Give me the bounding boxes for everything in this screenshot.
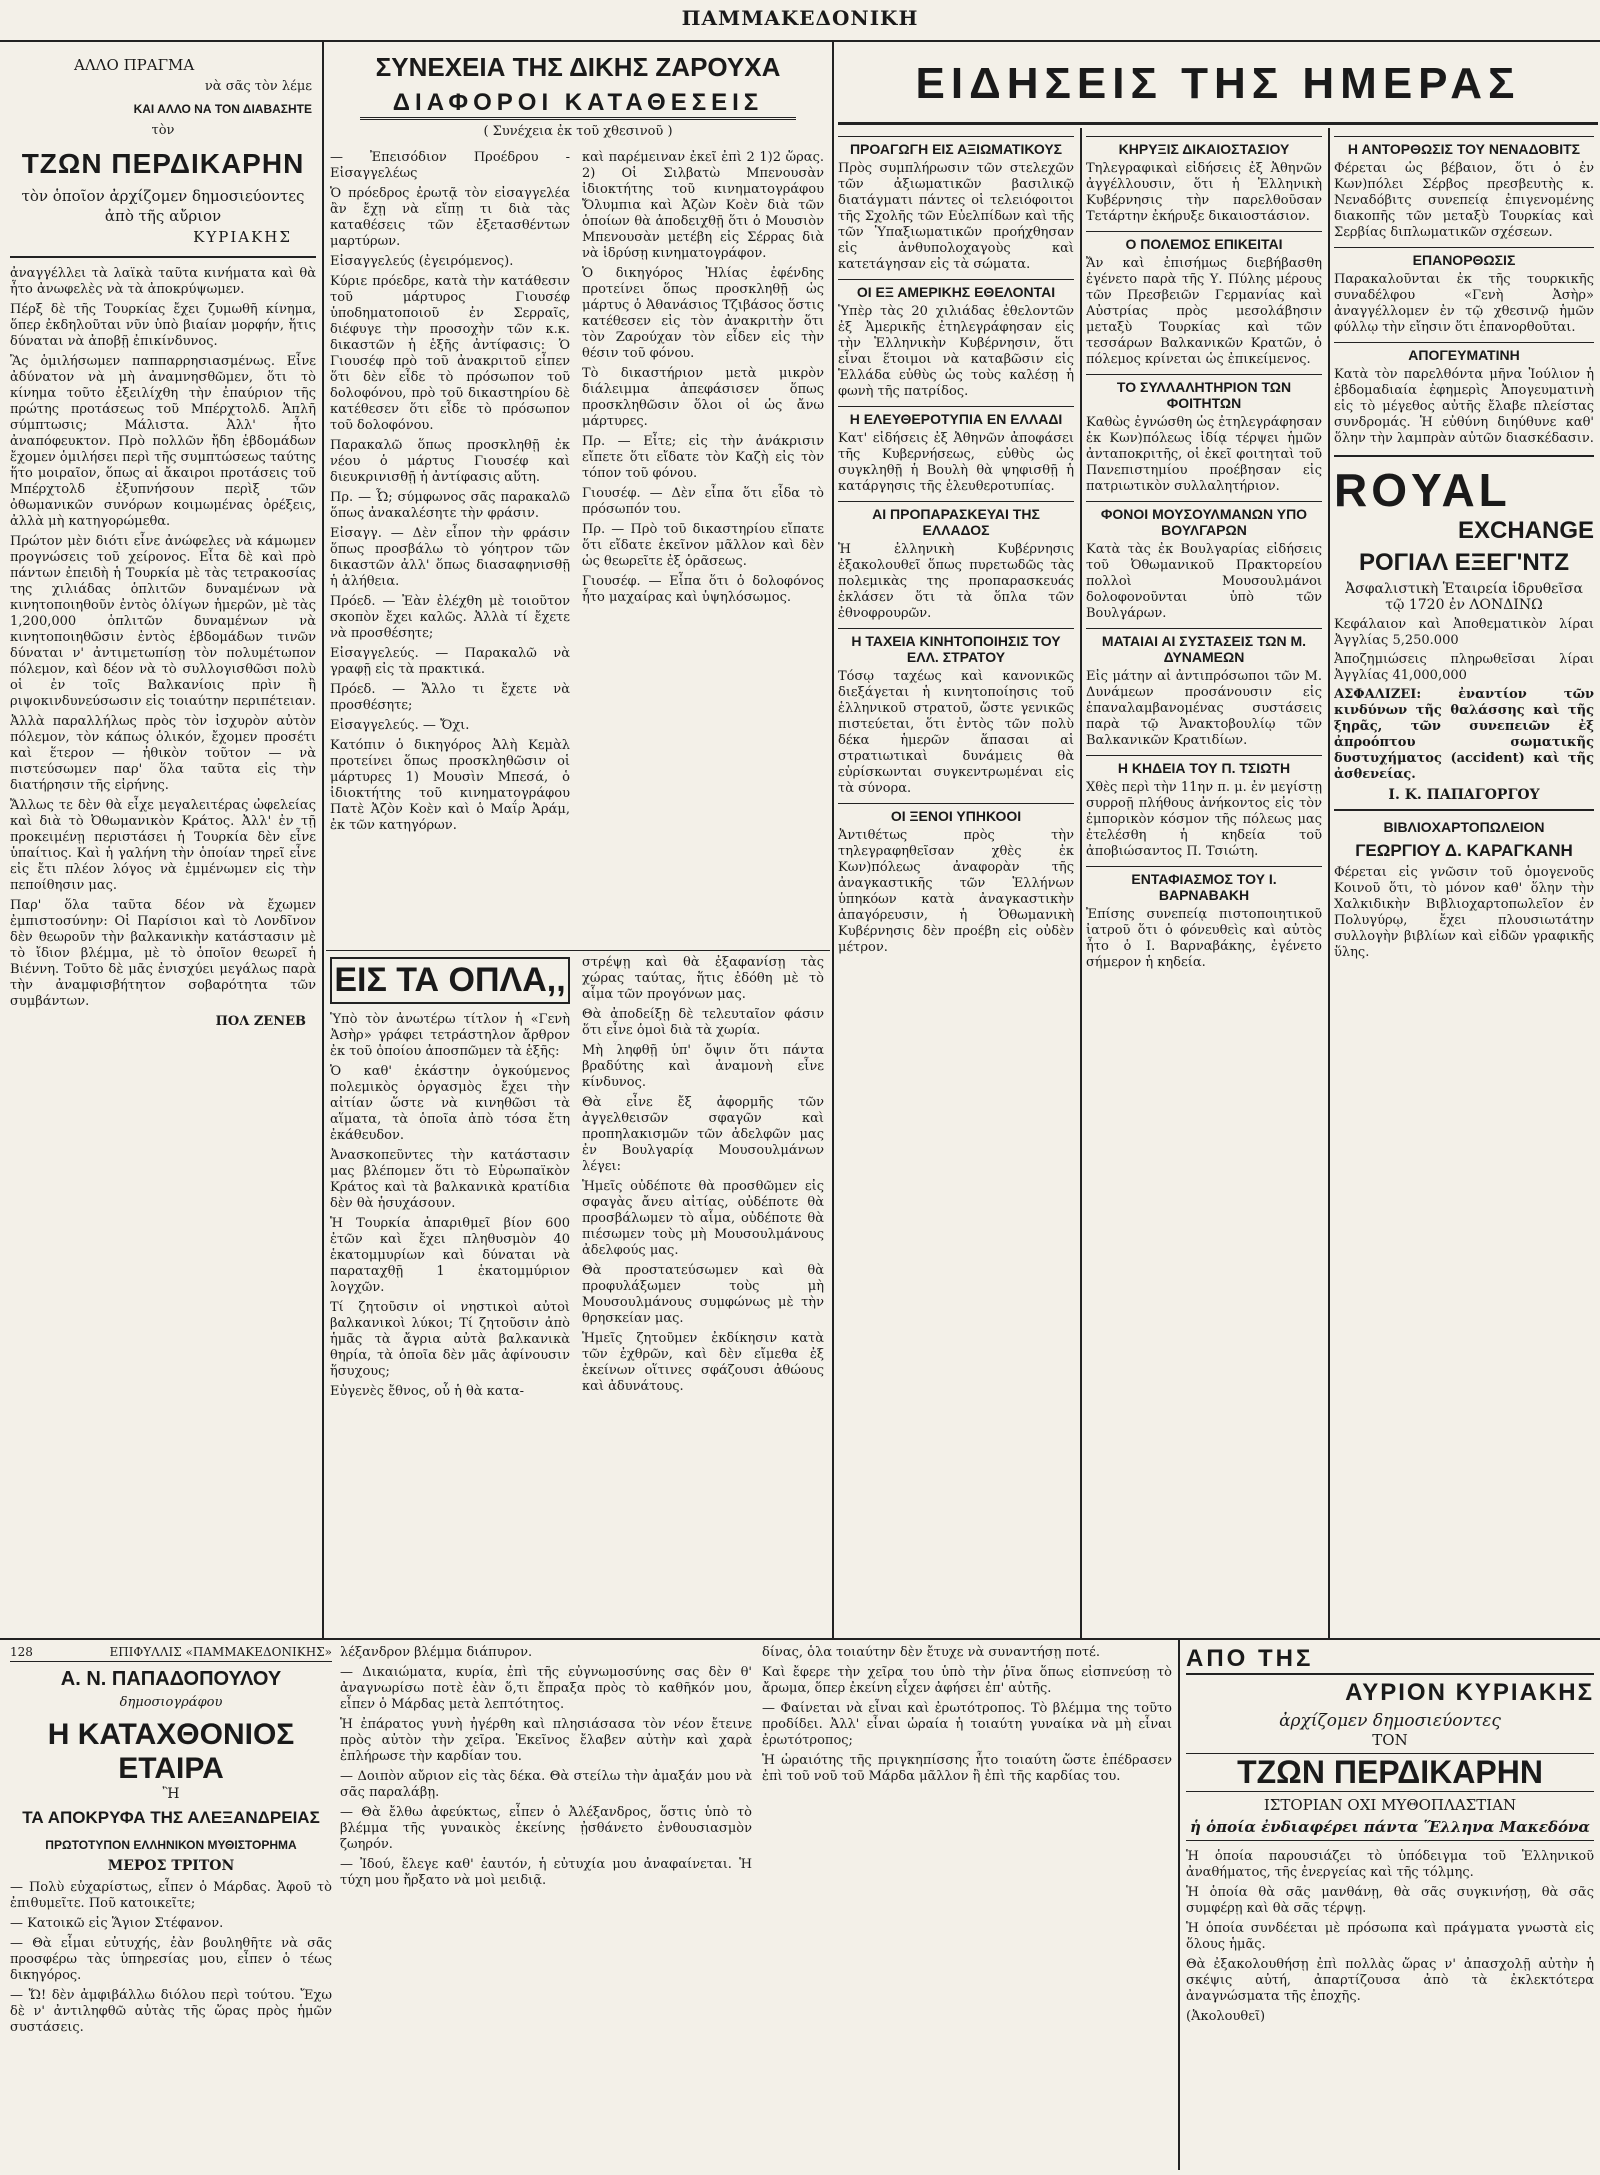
paragraph: Εἰσαγγελεύς. — Παρακαλῶ νὰ γραφῇ εἰς τὰ πρακτικά. xyxy=(330,646,570,677)
kyriaki-text xyxy=(1186,1849,1594,2025)
kyriaki-line: ΑΠΟ ΤΗΣ xyxy=(1186,1645,1594,1675)
news-body: Ἐπίσης συνεπείᾳ πιστοποιητικοῦ ἰατροῦ ὅτι ὁ φόνευθεὶς καὶ αὐτὸς ἦτο ὁ Ι. Βαρναβάκης, ἐγένετο σήμερον ἡ κηδεία. xyxy=(1086,907,1322,970)
kyriaki-line: ΑΥΡΙΟΝ ΚΥΡΙΑΚΗΣ xyxy=(1345,1679,1594,1706)
news-headline: ΠΡΟΑΓΩΓΗ ΕΙΣ ΑΞΙΩΜΑΤΙΚΟΥΣ xyxy=(838,136,1074,157)
paragraph: Ἡμεῖς οὐδέποτε θὰ προσθῶμεν εἰς σφαγὰς ἄνευ αἰτίας, οὐδέποτε θὰ προσβάλωμεν τὸ αἷμα, οὐδέποτε θὰ πιέσωμεν τοὺς μὴ Μουσουλμάνους ἀδελφούς μας. xyxy=(582,1179,824,1258)
ad-line: τὸν xyxy=(151,123,175,138)
zaroucha-subtitle: ΔΙΑΦΟΡΟΙ ΚΑΤΑΘΕΣΕΙΣ xyxy=(360,89,796,120)
paragraph: Πρ. — Ὦ; σύμφωνος σᾶς παρακαλῶ ὅπως ἀνακαλέσητε τὴν φράσιν. xyxy=(330,490,570,521)
bookshop-owner: ΓΕΩΡΓΙΟΥ Δ. ΚΑΡΑΓΚΑΝΗ xyxy=(1355,841,1573,860)
paragraph: Τί ζητοῦσιν οἱ νηστικοὶ αὐτοὶ βαλκανικοὶ λύκοι; Τί ζητοῦσιν ἀπὸ ἡμᾶς τὰ ἄγρια αὐτὰ βαλκανικὰ θηρία, τὰ ὁποῖα δὲν μᾶς ἀφίνουσιν ἥσυχους; xyxy=(330,1300,570,1379)
masthead xyxy=(0,0,1600,42)
paragraph: Κύριε πρόεδρε, κατὰ τὴν κατάθεσιν τοῦ μάρτυρος Γιουσέφ ὑποδηματοποιοῦ ἐν Σερραῖς, διέφυγε τὴν προσοχὴν τῶν κ.κ. δικαστῶν ἡ ἑξῆς ἀντίφασις: Ὁ Γιουσέφ πρὸ τοῦ ἀνακριτοῦ εἶπεν ὅτι δὲν εἶδε τὸ πρόσωπον τοῦ δολοφόνου, πρὸ τοῦ δικαστηρίου δὲ κατέθεσεν ὅτι εἶδε τὸ πρόσωπον τοῦ δολοφόνου. xyxy=(330,274,570,433)
news-body: Φέρεται ὡς βέβαιον, ὅτι ὁ ἐν Κων)πόλει Σέρβος πρεσβευτὴς κ. Νεναδόβιτς συνεπείᾳ ἐπιγενομένης διακοπῆς τῶν μεταξὺ Τουρκίας καὶ Σερβίας διπλωματικῶν σχέσεων. xyxy=(1334,161,1594,240)
serial-text-b xyxy=(340,1645,752,1889)
news-body: Ἀντιθέτως πρὸς τὴν τηλεγραφηθεῖσαν χθὲς ἐκ Κων)πόλεως ἀναφορὰν τῆς ἀναγκαστικῆς τῶν Ἑλλήνων ὑπηκόων κατὰ ἀναγκαστικὴν ἀπαγόρευσιν, ἡ Ὀθωμανικὴ Κυβέρνησις δὲν προέβη εἰς οὐδὲν μέτρον. xyxy=(838,828,1074,955)
paragraph: Ἡ ὁποία θὰ σᾶς μανθάνῃ, θὰ σᾶς συγκινήσῃ, θὰ σᾶς συμφέρῃ καὶ θὰ σᾶς τέρψῃ. xyxy=(1186,1885,1594,1916)
serial-number: 128 xyxy=(10,1645,33,1659)
paragraph: — Ἰδού, ἔλεγε καθ' ἑαυτόν, ἡ εὐτυχία μου ἀναφαίνεται. Ἡ τύχη μου ἤρξατο νὰ μοὶ μειδιᾷ. xyxy=(340,1857,752,1888)
paragraph: — Φαίνεται νὰ εἶναι καὶ ἐρωτότροπος. Τὸ βλέμμα της τοῦτο προδίδει. Ἀλλ' εἶναι ὡραία ἡ τοιαύτη γυναίκα νὰ μὴ εἶναι ἐρωτότροπος; xyxy=(762,1701,1172,1748)
paragraph: Ἡ ὡραιότης τῆς πριγκηπίσσης ἦτο τοιαύτη ὥστε ἐπέδρασεν ἐπὶ τοῦ νοῦ τοῦ Μάρδα μᾶλλον ἢ ἐπὶ τῆς καρδίας του. xyxy=(762,1753,1172,1784)
column-rule xyxy=(832,42,834,1638)
royal-subtitle: EXCHANGE xyxy=(1457,517,1594,544)
news-headline: Ο ΠΟΛΕΜΟΣ ΕΠΙΚΕΙΤΑΙ xyxy=(1086,231,1322,252)
news-headline: ΕΠΑΝΟΡΘΩΣΙΣ xyxy=(1334,247,1594,268)
news-headline: ΑΠΟΓΕΥΜΑΤΙΝΗ xyxy=(1334,342,1594,363)
serial-text-a xyxy=(10,1880,332,2036)
news-headline: Η ΕΛΕΥΘΕΡΟΤΥΠΙΑ ΕΝ ΕΛΛΑΔΙ xyxy=(838,406,1074,427)
news-body: Ὑπὲρ τὰς 20 χιλιάδας ἐθελοντῶν ἐξ Ἀμερικῆς ἐτηλεγράφησαν εἰς τὴν Ἑλληνικὴν Κυβέρνησιν, ὅτι εἶναι ἕτοιμοι νὰ καταβῶσιν εἰς Ἑλλάδα εὐθὺς ὡς τοὺς καλέσῃ ἡ φωνὴ τῆς πατρίδος. xyxy=(838,304,1074,399)
royal-text: Ἀποζημιώσεις πληρωθεῖσαι λίραι Ἀγγλίας 41,000,000 xyxy=(1334,652,1594,683)
paragraph: Ὁ δικηγόρος Ἠλίας ἐφένδης προτείνει ὅπως προσκληθῇ ὡς μάρτυς ὁ Ἀθανάσιος Τζιβάσος ὅστις κατέθεσεν εἰς τὸν ἀνακριτὴν ὅτι τὸν Ζαρούχαν τὸν εἶδεν εἰς τὴν θέσιν τοῦ φόνου. xyxy=(582,266,824,361)
signature: ΠΟΛ ΖΕΝΕΒ xyxy=(215,1014,306,1029)
paragraph: Γιουσέφ. — Εἶπα ὅτι ὁ δολοφόνος ἦτο μαχαίρας καὶ ὑψηλόσωμος. xyxy=(582,574,824,605)
bookshop-ad xyxy=(1334,819,1594,961)
paragraph: — Ὤ! δὲν ἀμφιβάλλω διόλου περὶ τούτου. Ἔχω δὲ ν' ἀντιληφθῶ αὐτὰς τῆς ὥρας πρὸς ἡμῶν συστάσεις. xyxy=(10,1988,332,2035)
news-headline: ΤΟ ΣΥΛΛΑΛΗΤΗΡΙΟΝ ΤΩΝ ΦΟΙΤΗΤΩΝ xyxy=(1086,374,1322,411)
paragraph: — Δοιπὸν αὔριον εἰς τὰς δέκα. Θὰ στείλω τὴν ἀμαξάν μου νὰ σᾶς παραλάβῃ. xyxy=(340,1769,752,1800)
news-body: Τηλεγραφικαὶ εἰδήσεις ἐξ Ἀθηνῶν ἀγγέλλουσιν, ὅτι ἡ Ἑλληνικὴ Κυβέρνησις τὴν παρελθοῦσαν Τετάρτην ἐκήρυξε δικαιοστάσιον. xyxy=(1086,161,1322,224)
news-headline: ΑΙ ΠΡΟΠΑΡΑΣΚΕΥΑΙ ΤΗΣ ΕΛΛΑΔΟΣ xyxy=(838,501,1074,538)
divider xyxy=(326,950,830,951)
zaroucha-title: ΣΥΝΕΧΕΙΑ ΤΗΣ ΔΙΚΗΣ ΖΑΡΟΥΧΑ xyxy=(375,52,781,82)
paragraph: Ὑπὸ τὸν ἀνωτέρω τίτλον ἡ «Γενὴ Ἀσὴρ» γράφει τετράστηλον ἄρθρον ἐκ τοῦ ὁποίου ἀποσπῶμεν τὰ ἑξῆς: xyxy=(330,1012,570,1059)
ad-line: τὸν ὁποῖον ἀρχίζομεν δημοσιεύοντες ἀπὸ τῆς αὔριον xyxy=(21,187,305,225)
paragraph: Ἂς ὁμιλήσωμεν παππαρρησιασμένως. Εἶνε ἀδύνατον νὰ μὴ ἀναμνησθῶμεν, ὅτι τὸ κίνημα τοῦτο ἐξειλίχθη τὴν ἐπαύριον τῆς πρώτης προτάσεως τοῦ Μπέρχτολδ. Ἁπλῆ σύμπτωσις; Μάλιστα. Ἀλλ' ἦτο ἀναπόφευκτον. Πρὸ πολλῶν ἤδη ἑβδομάδων ἔχομεν ὁμιλήσει περὶ τῆς συμπτώσεως ταύτης ἥτο μοιραῖον, ὅπως αἱ ἄκαιροι προτάσεις τοῦ Μπέρχτολδ ἐξυπνήσουν περὶξ τῶν ὀθωμανικῶν συνόρων κοιμωμένας ὀρέξεις, ἀλλὰ μὴ κατηγορώμεθα. xyxy=(10,354,316,529)
paragraph: Πρόεδ. — Ἐὰν ἐλέχθη μὲ τοιοῦτον σκοπὸν ἔχει καλῶς. Ἀλλὰ τί ἔχετε νὰ προσθέσητε; xyxy=(330,594,570,641)
paragraph: Εἰσαγγ. — Δὲν εἶπον τὴν φράσιν ὅπως προσβάλω τὸ γόητρον τῶν δικαστῶν ἀλλ' ὅπως διασαφηνισθῇ ἡ ἀλήθεια. xyxy=(330,526,570,589)
paragraph: — Ἐπεισόδιον Προέδρου - Εἰσαγγελέως xyxy=(330,150,570,181)
serial-author-role: δημοσιογράφου xyxy=(119,1695,223,1710)
column-4-text xyxy=(582,955,824,1395)
news-headline: ΕΝΤΑΦΙΑΣΜΟΣ ΤΟΥ Ι. ΒΑΡΝΑΒΑΚΗ xyxy=(1086,866,1322,903)
serial-column-2 xyxy=(340,1645,752,2170)
serial-label-row xyxy=(10,1645,332,1662)
paragraph: Ἡ Τουρκία ἀπαριθμεῖ βίον 600 ἐτῶν καὶ ἔχει πληθυσμὸν 40 ἑκατομμυρίων καὶ δύναται νὰ παραταχθῇ 1 ἑκατομμύριον λογχῶν. xyxy=(330,1216,570,1295)
royal-title: ROYAL xyxy=(1334,464,1511,516)
paragraph: καὶ παρέμειναν ἐκεῖ ἐπὶ 2 1)2 ὥρας. 2) Οἱ Σιλβατὼ Μπενουσὰν ἰδιοκτήτης τοῦ κινηματογράφου Ὄλυμπια καὶ Ἀζὼν Κοὲν διὰ τῶν ὁποίων θὰ ἀποδειχθῇ ὅτι ὁ Μουσιὸν Μπενουσὰν μετέβη εἰς Σέρρας διὰ νὰ ἱδρύσῃ κινηματογράφον. xyxy=(582,150,824,261)
section-rule xyxy=(0,1638,1600,1640)
paragraph: — Δικαιώματα, κυρία, ἐπὶ τῆς εὐγνωμοσύνης σας δὲν θ' ἀναγνωρίσω ποτὲ ἐὰν ὅ,τι ἔπραξα πρὸς τὸ καθῆκόν μου, εἶπεν ὁ Μάρδας μετὰ λεπτότητος. xyxy=(340,1665,752,1712)
news-body: Εἰς μάτην αἱ ἀντιπρόσωποι τῶν Μ. Δυνάμεων προσάνουσιν εἰς ἐπαναλαμβανομένας συστάσεις παρὰ τῷ Ἀνακτοβουλίῳ τῶν Βαλκανικῶν Κρατιδίων. xyxy=(1086,669,1322,748)
paragraph: (Ἀκολουθεῖ) xyxy=(1186,2009,1266,2024)
news-headline: Η ΤΑΧΕΙΑ ΚΙΝΗΤΟΠΟΙΗΣΙΣ ΤΟΥ ΕΛΛ. ΣΤΡΑΤΟΥ xyxy=(838,628,1074,665)
paragraph: Ἀνασκοπεῦντες τὴν κατάστασιν μας βλέπομεν ὅτι τὸ Εὐρωπαϊκὸν Κράτος καὶ τὰ βαλκανικὰ κρατίδια δὲν θὰ ἡσυχάσουν. xyxy=(330,1148,570,1211)
kyriaki-ad xyxy=(1186,1645,1594,2170)
news-items xyxy=(1086,136,1322,971)
news-headline: ΟΙ ΕΞ ΑΜΕΡΙΚΗΣ ΕΘΕΛΟΝΤΑΙ xyxy=(838,279,1074,300)
news-headline: Η ΑΝΤΟΡΘΩΣΙΣ ΤΟΥ ΝΕΝΑΔΟΒΙΤΣ xyxy=(1334,136,1594,157)
serial-conj: Ἢ xyxy=(162,1786,180,1802)
paragraph: Θὰ ἐξακολουθήσῃ ἐπὶ πολλὰς ὥρας ν' ἀπασχολῇ αὐτὴν ἡ σκέψις αὐτή, ἀπαρτίζουσα ἀπὸ τὰ ἐκλεκτότερα ἀναγνώσματα τῆς ἐποχῆς. xyxy=(1186,1957,1594,2004)
paragraph: Πρόεδ. — Ἄλλο τι ἔχετε νὰ προσθέσητε; xyxy=(330,682,570,713)
news-headline: Η ΚΗΔΕΙΑ ΤΟΥ Π. ΤΣΙΩΤΗ xyxy=(1086,755,1322,776)
column-rule xyxy=(1178,1640,1180,2170)
paragraph: Πρ. — Πρὸ τοῦ δικαστηρίου εἴπατε ὅτι εἴδατε ἐκεῖνον μᾶλλον καὶ δὲν ὡς θεωρεῖτε ἐξ ὁρᾶσεως. xyxy=(582,522,824,569)
royal-text: Κεφάλαιον καὶ Ἀποθεματικὸν λίραι Ἀγγλίας 5,250.000 xyxy=(1334,617,1594,648)
kyriaki-line: ΙΣΤΟΡΙΑΝ ΟΧΙ ΜΥΘΟΠΛΑΣΤΙΑΝ xyxy=(1263,1796,1517,1814)
royal-greek-title: ΡΟΓΙΑΛ ΕΞΕΓ'ΝΤΖ xyxy=(1358,549,1570,576)
column-rule xyxy=(1080,128,1082,1638)
ad-line: ΚΥΡΙΑΚΗΣ xyxy=(193,228,292,246)
paragraph: Γιουσέφ. — Δὲν εἶπα ὅτι εἶδα τὸ πρόσωπόν του. xyxy=(582,486,824,517)
masthead-title: ΠΑΜΜΑΚΕΔΟΝΙΚΗ xyxy=(681,6,919,30)
paragraph: Θὰ εἶνε ἔξ ἀφορμῆς τῶν ἀγγελθεισῶν σφαγῶν καὶ προπηλακισμῶν τῶν ἀδελφῶν μας ἐν Βουλγαρίᾳ Μουσουλμάνων λέγει: xyxy=(582,1095,824,1174)
news-body: Παρακαλοῦνται ἐκ τῆς τουρκικῆς συναδέλφου «Γενὴ Ἀσὴρ» ἀναγγέλλομεν ἐν τῷ χθεσινῷ ἡμῶν φύλλῳ τὴν εἴησιν ὅτι ἐπανορθοῦται. xyxy=(1334,272,1594,335)
paragraph: Εὐγενὲς ἔθνος, οὗ ἡ θὰ κατα- xyxy=(330,1384,525,1399)
kyriaki-line: ΤΟΝ xyxy=(1372,1731,1408,1749)
news-headline: ΦΟΝΟΙ ΜΟΥΣΟΥΛΜΑΝΩΝ ΥΠΟ ΒΟΥΛΓΑΡΩΝ xyxy=(1086,501,1322,538)
serial-title: Η ΚΑΤΑΧΘΟΝΙΟΣ ΕΤΑΙΡΑ xyxy=(47,1718,295,1785)
paragraph: — Κατοικῶ εἰς Ἅγιον Στέφανον. xyxy=(10,1916,224,1931)
paragraph: στρέψῃ καὶ θὰ ἐξαφανίσῃ τὰς χώρας ταύτας, ἥτις ἐδόθη μὲ τὸ αἷμα τῶν προγόνων μας. xyxy=(582,955,824,1002)
perdikaris-ad xyxy=(10,48,316,258)
paragraph: δίνας, ὁλα τοιαύτην δὲν ἔτυχε νὰ συναντήσῃ ποτέ. xyxy=(762,1645,1100,1660)
paragraph: Ἄλλως τε δὲν θὰ εἶχε μεγαλειτέρας ὠφελείας καὶ διὰ τὸ Ὀθωμανικὸν Κράτος. Ἀλλ' ἐν τῇ προκειμένῃ περιστάσει ἡ Τουρκία δὲν εἶνε ὑπαίτιος. Καὶ ἡ γαλήνη τὴν ὁποίαν τηρεῖ εἶνε εἰς ἔτι πλέον λόγος νὰ ἐμμένωμεν εἰς τὴν πεποίθησιν μας. xyxy=(10,798,316,893)
bookshop-title: ΒΙΒΛΙΟΧΑΡΤΟΠΩΛΕΙΟΝ xyxy=(1383,819,1545,835)
news-body: Ἡ ἑλληνικὴ Κυβέρνησις ἐξακολουθεῖ ὅπως πυρετωδῶς τὰς πολεμικὰς της προπαρασκευάς ἐκλάσεν ὅτι τὰ ὅπλα τῶν ἐθνοφρουρῶν. xyxy=(838,542,1074,621)
news-body: Κατ' εἰδήσεις ἐξ Ἀθηνῶν ἀποφάσει τῆς Κυβερνήσεως, εὐθὺς ὡς συγκληθῇ ἡ Βουλὴ θὰ ψηφισθῇ ἡ κατάργησις τῆς ἐλευθεροτυπίας. xyxy=(838,431,1074,494)
paragraph: ἀναγγέλλει τὰ λαϊκὰ ταῦτα κινήματα καὶ θὰ ἦτο ἀνωφελὲς νὰ τὰ ἀποκρύψωμεν. xyxy=(10,266,316,297)
serial-author: Α. Ν. ΠΑΠΑΔΟΠΟΥΛΟΥ xyxy=(60,1668,282,1690)
column-2 xyxy=(330,150,570,945)
opla-text xyxy=(330,1012,570,1400)
news-body: Πρὸς συμπλήρωσιν τῶν στελεχῶν τῶν ἀξιωματικῶν βασιλικῷ διατάγματι πάντες οἱ τελειόφοιτοι τῆς Σχολῆς τῶν Εὐελπίδων καὶ τῆς τῶν Ὑπαξιωματικῶν προήχθησαν εἰς ἀνθυπολοχαγοὺς καὶ κατετάγησαν εἰς τὰ σώματα. xyxy=(838,161,1074,272)
paragraph: — Θὰ εἶμαι εὐτυχής, ἐὰν βουληθῆτε νὰ σᾶς προσφέρω τὰς ὑπηρεσίας μου, εἶπεν ὁ τέως δικηγόρος. xyxy=(10,1936,332,1983)
ad-name: ΤΖΩΝ ΠΕΡΔΙΚΑΡΗΝ xyxy=(21,148,305,179)
zaroucha-note: ( Συνέχεια ἐκ τοῦ χθεσινοῦ ) xyxy=(483,124,673,139)
serial-column-3 xyxy=(762,1645,1172,2170)
paragraph: Πέρξ δὲ τῆς Τουρκίας ἔχει ζυμωθῆ κίνημα, ὅπερ ἐκδηλοῦται νῦν ὑπὸ βιαίαν μορφήν, ἥτις δύναται νὰ ἀποβῇ ἐπικίνδυνος. xyxy=(10,302,316,349)
royal-exchange-ad xyxy=(1334,455,1594,811)
paragraph: Ὁ πρόεδρος ἐρωτᾷ τὸν εἰσαγγελέα ἂν ἔχῃ νὰ εἴπῃ τι διὰ τὰς καταθέσεις τῶν ἐξετασθέντων μαρτύρων. xyxy=(330,186,570,249)
serial-label: ΕΠΙΦΥΛΛΙΣ «ΠΑΜΜΑΚΕΔΟΝΙΚΗΣ» xyxy=(109,1645,332,1659)
serial-text-c xyxy=(762,1645,1172,1785)
news-items xyxy=(838,136,1074,956)
paragraph: Ὁ καθ' ἑκάστην ὀγκούμενος πολεμικὸς ὀργασμὸς ἔχει τὴν αἰτίαν ὥστε νὰ κινηθῶσι τὰ αἵματα, τὰ ὁποῖα ἀπὸ τόσα ἔτη ἐκάθευδον. xyxy=(330,1064,570,1143)
news-column-c xyxy=(1334,130,1594,1635)
paragraph: Ἡμεῖς ζητοῦμεν ἐκδίκησιν κατὰ τῶν ἐχθρῶν, καὶ δὲν εἴμεθα ἐξ ἐκείνων οἵτινες σφάζουσι ἀθώους καὶ ἀδυνάτους. xyxy=(582,1331,824,1394)
ad-line: νὰ σᾶς τὸν λέμε xyxy=(204,79,312,94)
ad-line: ΑΛΛΟ ΠΡΑΓΜΑ xyxy=(74,56,195,74)
column-4 xyxy=(582,955,824,1635)
ad-line: ΚΑΙ ΑΛΛΟ ΝΑ ΤΟΝ ΔΙΑΒΑΣΗΤΕ xyxy=(133,102,312,116)
column-1-text xyxy=(10,266,316,1010)
column-rule xyxy=(1328,128,1330,1638)
paragraph: Εἰσαγγελεύς. — Ὄχι. xyxy=(330,718,470,733)
royal-text: Ἀσφαλιστικὴ Ἑταιρεία ἱδρυθεῖσα τῷ 1720 ἐν ΛΟΝΔΙΝΩ xyxy=(1345,581,1583,613)
zaroucha-header xyxy=(330,48,826,148)
kyriaki-line: ἀρχίζομεν δημοσιεύοντες xyxy=(1279,1711,1501,1731)
news-body: Ἄν καὶ ἐπισήμως διεβήβασθη ἐγένετο παρὰ τῆς Υ. Πύλης μέρους τῶν Πρεσβειῶν Γερμανίας καὶ Αὐστρίας πρὸς μεσολάβησιν μεταξὺ Τουρκίας καὶ τῶν τεσσάρων Βαλκανικῶν Κρατῶν, ὁ πόλεμος κρίνεται ὡς ἐπικείμενος. xyxy=(1086,256,1322,367)
paragraph: Παρακαλῶ ὅπως προσκληθῇ ἐκ νέου ὁ μάρτυς Γιουσέφ καὶ διευκρινισθῇ ἡ ἀντίφασις αὕτη. xyxy=(330,438,570,485)
paragraph: Καὶ ἔφερε τὴν χεῖρα του ὑπὸ τὴν ῥῖνα ὅπως εἰσπνεύσῃ τὸ ἄρωμα, ὅπερ ἐκείνη εἶχεν ἀφήσει ἐπ' αὐτῆς. xyxy=(762,1665,1172,1696)
column-3-text xyxy=(582,150,824,606)
news-banner: ΕΙΔΗΣΕΙΣ ΤΗΣ ΗΜΕΡΑΣ xyxy=(838,46,1598,125)
paragraph: Μὴ ληφθῇ ὑπ' ὄψιν ὅτι πάντα βραδύτης καὶ ἀναμονὴ εἶνε κίνδυνος. xyxy=(582,1043,824,1090)
paragraph: Παρ' ὅλα ταῦτα δέον νὰ ἔχωμεν ἐμπιστοσύνην: Οἱ Παρίσιοι καὶ τὸ Λονδῖνον δὲν θεωροῦν τὴν βαλκανικὴν κατάστασιν μὲ τὸ ἴδιον βλέμμα, μὲ τὸ ὁποῖον θεωρεῖ ἡ Βιέννη. Τοῦτο δὲ μᾶς ἐνισχύει μεγάλως παρὰ τὴν ἀναμφισβήτητον σοβαρότητα τῶν συμβάντων. xyxy=(10,898,316,1009)
news-items xyxy=(1334,136,1594,447)
kyriaki-line: ἡ ὁποία ἐνδιαφέρει πάντα Ἕλληνα Μακεδόνα xyxy=(1186,1818,1594,1841)
column-rule xyxy=(322,42,324,1638)
paragraph: — Θὰ ἔλθω ἀφεύκτως, εἶπεν ὁ Ἀλέξανδρος, ὅστις ὑπὸ τὸ βλέμμα τῆς γυναικὸς ἐκείνης ᾐσθάνετο ἐνθουσιασμὸν ζωηρόν. xyxy=(340,1805,752,1852)
paragraph: Ἡ ὁποία παρουσιάζει τὸ ὑπόδειγμα τοῦ Ἑλληνικοῦ ἀναθήματος, τῆς ἐνεργείας καὶ τῆς τόλμης. xyxy=(1186,1849,1594,1880)
paragraph: Ἀλλὰ παραλλήλως πρὸς τὸν ἰσχυρὸν αὐτὸν πόλεμον, τὸν κάπως ὁλικόν, ἔχομεν προσέτι καὶ ἕτερον — ἠθικὸν τοῦτον — νὰ πιστεύσωμεν παρ' ὅλα ταῦτα εἰς τὴν διατήρησιν τῆς εἰρήνης. xyxy=(10,714,316,793)
news-headline: ΜΑΤΑΙΑΙ ΑΙ ΣΥΣΤΑΣΕΙΣ ΤΩΝ Μ. ΔΥΝΑΜΕΩΝ xyxy=(1086,628,1322,665)
paragraph: Ἡ ἐπάρατος γυνὴ ἠγέρθη καὶ πλησιάσασα τὸν νέον ἔτεινε πρὸς αὐτὸν τὴν χεῖρα. Ἐκεῖνος ἔλαβεν αὐτὴν καὶ χαρὰ ἐπλήρωσε τὴν καρδίαν του. xyxy=(340,1717,752,1764)
paragraph: λέξανδρον βλέμμα διάπυρον. xyxy=(340,1645,533,1660)
paragraph: Πρώτον μὲν διότι εἶνε ἀνώφελες νὰ κάμωμεν προγνώσεις τοῦ χείρονος. Εἶτα δὲ καὶ πρὸ πάντων ἐπειδὴ ἡ Τουρκία μὲ τὰς τετρακοσίας της χιλιάδας ὁπλιτῶν δυναμένων νὰ κινητοποιηθοῦν ἐντὸς ὀλίγων ἡμερῶν, μὲ τὰς 1,200,000 ὁπλιτῶν δυναμένων νὰ κινητοποιηθῶσιν ἐντὸς ἑβδομάδων τινῶν δύναται ν' ἀντιμετωπίσῃ τὸν πολυμέτωπον πόλεμον, καὶ δέον νὰ τὸ συλλογισθῶσι πολὺ οἱ ἐν τοῖς Βαλκανίοις πρὶν ἢ ριψοκινδυνεύσωσιν εἰς τοιαύτην περιπέτειαν. xyxy=(10,534,316,709)
paragraph: — Πολὺ εὐχαρίστως, εἶπεν ὁ Μάρδας. Ἀφοῦ τὸ ἐπιθυμεῖτε. Ποῦ κατοικεῖτε; xyxy=(10,1880,332,1911)
column-1 xyxy=(10,48,316,1636)
column-3 xyxy=(582,150,824,945)
paragraph: Ἡ ὁποία συνδέεται μὲ πρόσωπα καὶ πράγματα γνωστὰ εἰς ὅλους ἡμᾶς. xyxy=(1186,1921,1594,1952)
bookshop-text: Φέρεται εἰς γνῶσιν τοῦ ὁμογενοῦς Κοινοῦ ὅτι, τὸ μόνον καθ' ὅλην τὴν Χαλκιδικὴν Βιβλιοχαρτοπωλεῖον ἐν Πολυγύρῳ, ἔχει πλουσιωτάτην συλλογὴν βιβλίων καὶ εἰδῶν γραφικῆς ὕλης. xyxy=(1334,865,1594,960)
serial-tag: ΠΡΩΤΟΤΥΠΟΝ ΕΛΛΗΝΙΚΟΝ ΜΥΘΙΣΤΟΡΗΜΑ xyxy=(45,1838,297,1852)
paragraph: Θὰ ἀποδείξῃ δὲ τελευταῖον φάσιν ὅτι εἶνε ὁμοὶ διὰ τὰ χωρία. xyxy=(582,1007,824,1038)
royal-text: ΑΣΦΑΛΙΖΕΙ: ἐναντίον τῶν κινδύνων τῆς θαλάσσης καὶ τῆς ξηρᾶς, τῶν συνεπειῶν ἐξ ἀπροόπτου σωματικῆς δυστυχήματος (accident) καὶ τῆς ἀσθενείας. xyxy=(1334,687,1594,782)
news-headline: ΟΙ ΞΕΝΟΙ ΥΠΗΚΟΟΙ xyxy=(838,803,1074,824)
opla-title: ΕΙΣ ΤΑ ΟΠΛΑ,, xyxy=(330,957,570,1004)
paragraph: Κατόπιν ὁ δικηγόρος Ἀλὴ Κεμὰλ προτείνει ὅπως προσκληθῶσιν οἱ μάρτυρες 1) Μουσὶν Μπεσά, ὁ ἰδιοκτήτης τοῦ κινηματογράφου Πατὲ Ἀζὸν Κοὲν καὶ ὁ Μαΐρ Ἀράμ, ἐκ τῶν κατηγόρων. xyxy=(330,738,570,833)
paragraph: Εἰσαγγελεύς (ἐγειρόμενος). xyxy=(330,254,514,269)
royal-agent: Ι. Κ. ΠΑΠΑΓΟΡΓΟΥ xyxy=(1388,787,1540,803)
news-body: Τόσῳ ταχέως καὶ κανονικῶς διεξάγεται ἡ κινητοποίησις τοῦ ἑλληνικοῦ στρατοῦ, ὥστε γενικῶς πιστεύεται, ὅτι ἐντὸς τῶν πολὺ δέκα ἡμερῶν ἅπασαι αἱ στρατιωτικαὶ δυνάμεις θὰ εὑρίσκωνται συγκεντρωμέναι εἰς τὰ σύνορα. xyxy=(838,669,1074,796)
paragraph: Τὸ δικαστήριον μετὰ μικρὸν διάλειμμα ἀπεφάσισεν ὅπως προσκληθῶσιν ὅλοι οἱ ὡς ἄνω μάρτυρες. xyxy=(582,366,824,429)
opla-article xyxy=(330,955,570,1635)
paragraph: Πρ. — Εἶτε; εἰς τὴν ἀνάκρισιν εἴπετε ὅτι εἴδατε τὸν Καζὴ εἰς τὸν τόπον τοῦ φόνου. xyxy=(582,434,824,481)
column-2-text xyxy=(330,150,570,834)
kyriaki-name: ΤΖΩΝ ΠΕΡΔΙΚΑΡΗΝ xyxy=(1186,1753,1594,1792)
news-body: Καθὼς ἐγνώσθη ὡς ἐτηλεγράφησαν ἐκ Κων)πόλεως ἰδίᾳ τέρψει ἡμῶν ἀνταποκριτῆς, οἱ ἐκεῖ φοιτηταὶ τοῦ Πανεπιστημίου προέβησαν εἰς πατριωτικὸν συλλαλητήριον. xyxy=(1086,415,1322,494)
news-column-b xyxy=(1086,130,1322,1635)
serial-header xyxy=(10,1645,332,2170)
news-body: Κατὰ τὸν παρελθόντα μῆνα Ἰούλιον ἡ ἑβδομαδιαία ἐφημερὶς Ἀπογευματινὴ εἰς τὸ μέγεθος αὐτῆς ἔλαβε πλείστας συνδρομάς. Ἡ εὐθύνη διηύθυνε καθ' ὅλην τὴν λαμπρὰν αὐτῶν διασκέδασιν. xyxy=(1334,367,1594,446)
news-column-a xyxy=(838,130,1074,1635)
serial-subtitle: ΤΑ ΑΠΟΚΡΥΦΑ ΤΗΣ ΑΛΕΞΑΝΔΡΕΙΑΣ xyxy=(22,1808,320,1827)
serial-part: ΜΕΡΟΣ ΤΡΙΤΟΝ xyxy=(107,1858,235,1874)
news-body: Κατὰ τὰς ἐκ Βουλγαρίας εἰδήσεις τοῦ Ὀθωμανικοῦ Πρακτορείου πολλοὶ Μουσουλμάνοι δολοφονοῦνται ὑπὸ τῶν Βουλγάρων. xyxy=(1086,542,1322,621)
paragraph: Θὰ προστατεύσωμεν καὶ θὰ προφυλάξωμεν τοὺς μὴ Μουσουλμάνους συμφώνως μὲ τὴν θρησκείαν μας. xyxy=(582,1263,824,1326)
news-body: Χθὲς περὶ τὴν 11ην π. μ. ἐν μεγίστῃ συρροῇ πλήθους ἀνήκοντος εἰς τὸν ἐμπορικὸν κόσμον τῆς πόλεως μας ἐτελέσθη ἡ κηδεία τοῦ ἀποβιώσαντος Π. Τσιώτη. xyxy=(1086,780,1322,859)
news-headline: ΚΗΡΥΞΙΣ ΔΙΚΑΙΟΣΤΑΣΙΟΥ xyxy=(1086,136,1322,157)
